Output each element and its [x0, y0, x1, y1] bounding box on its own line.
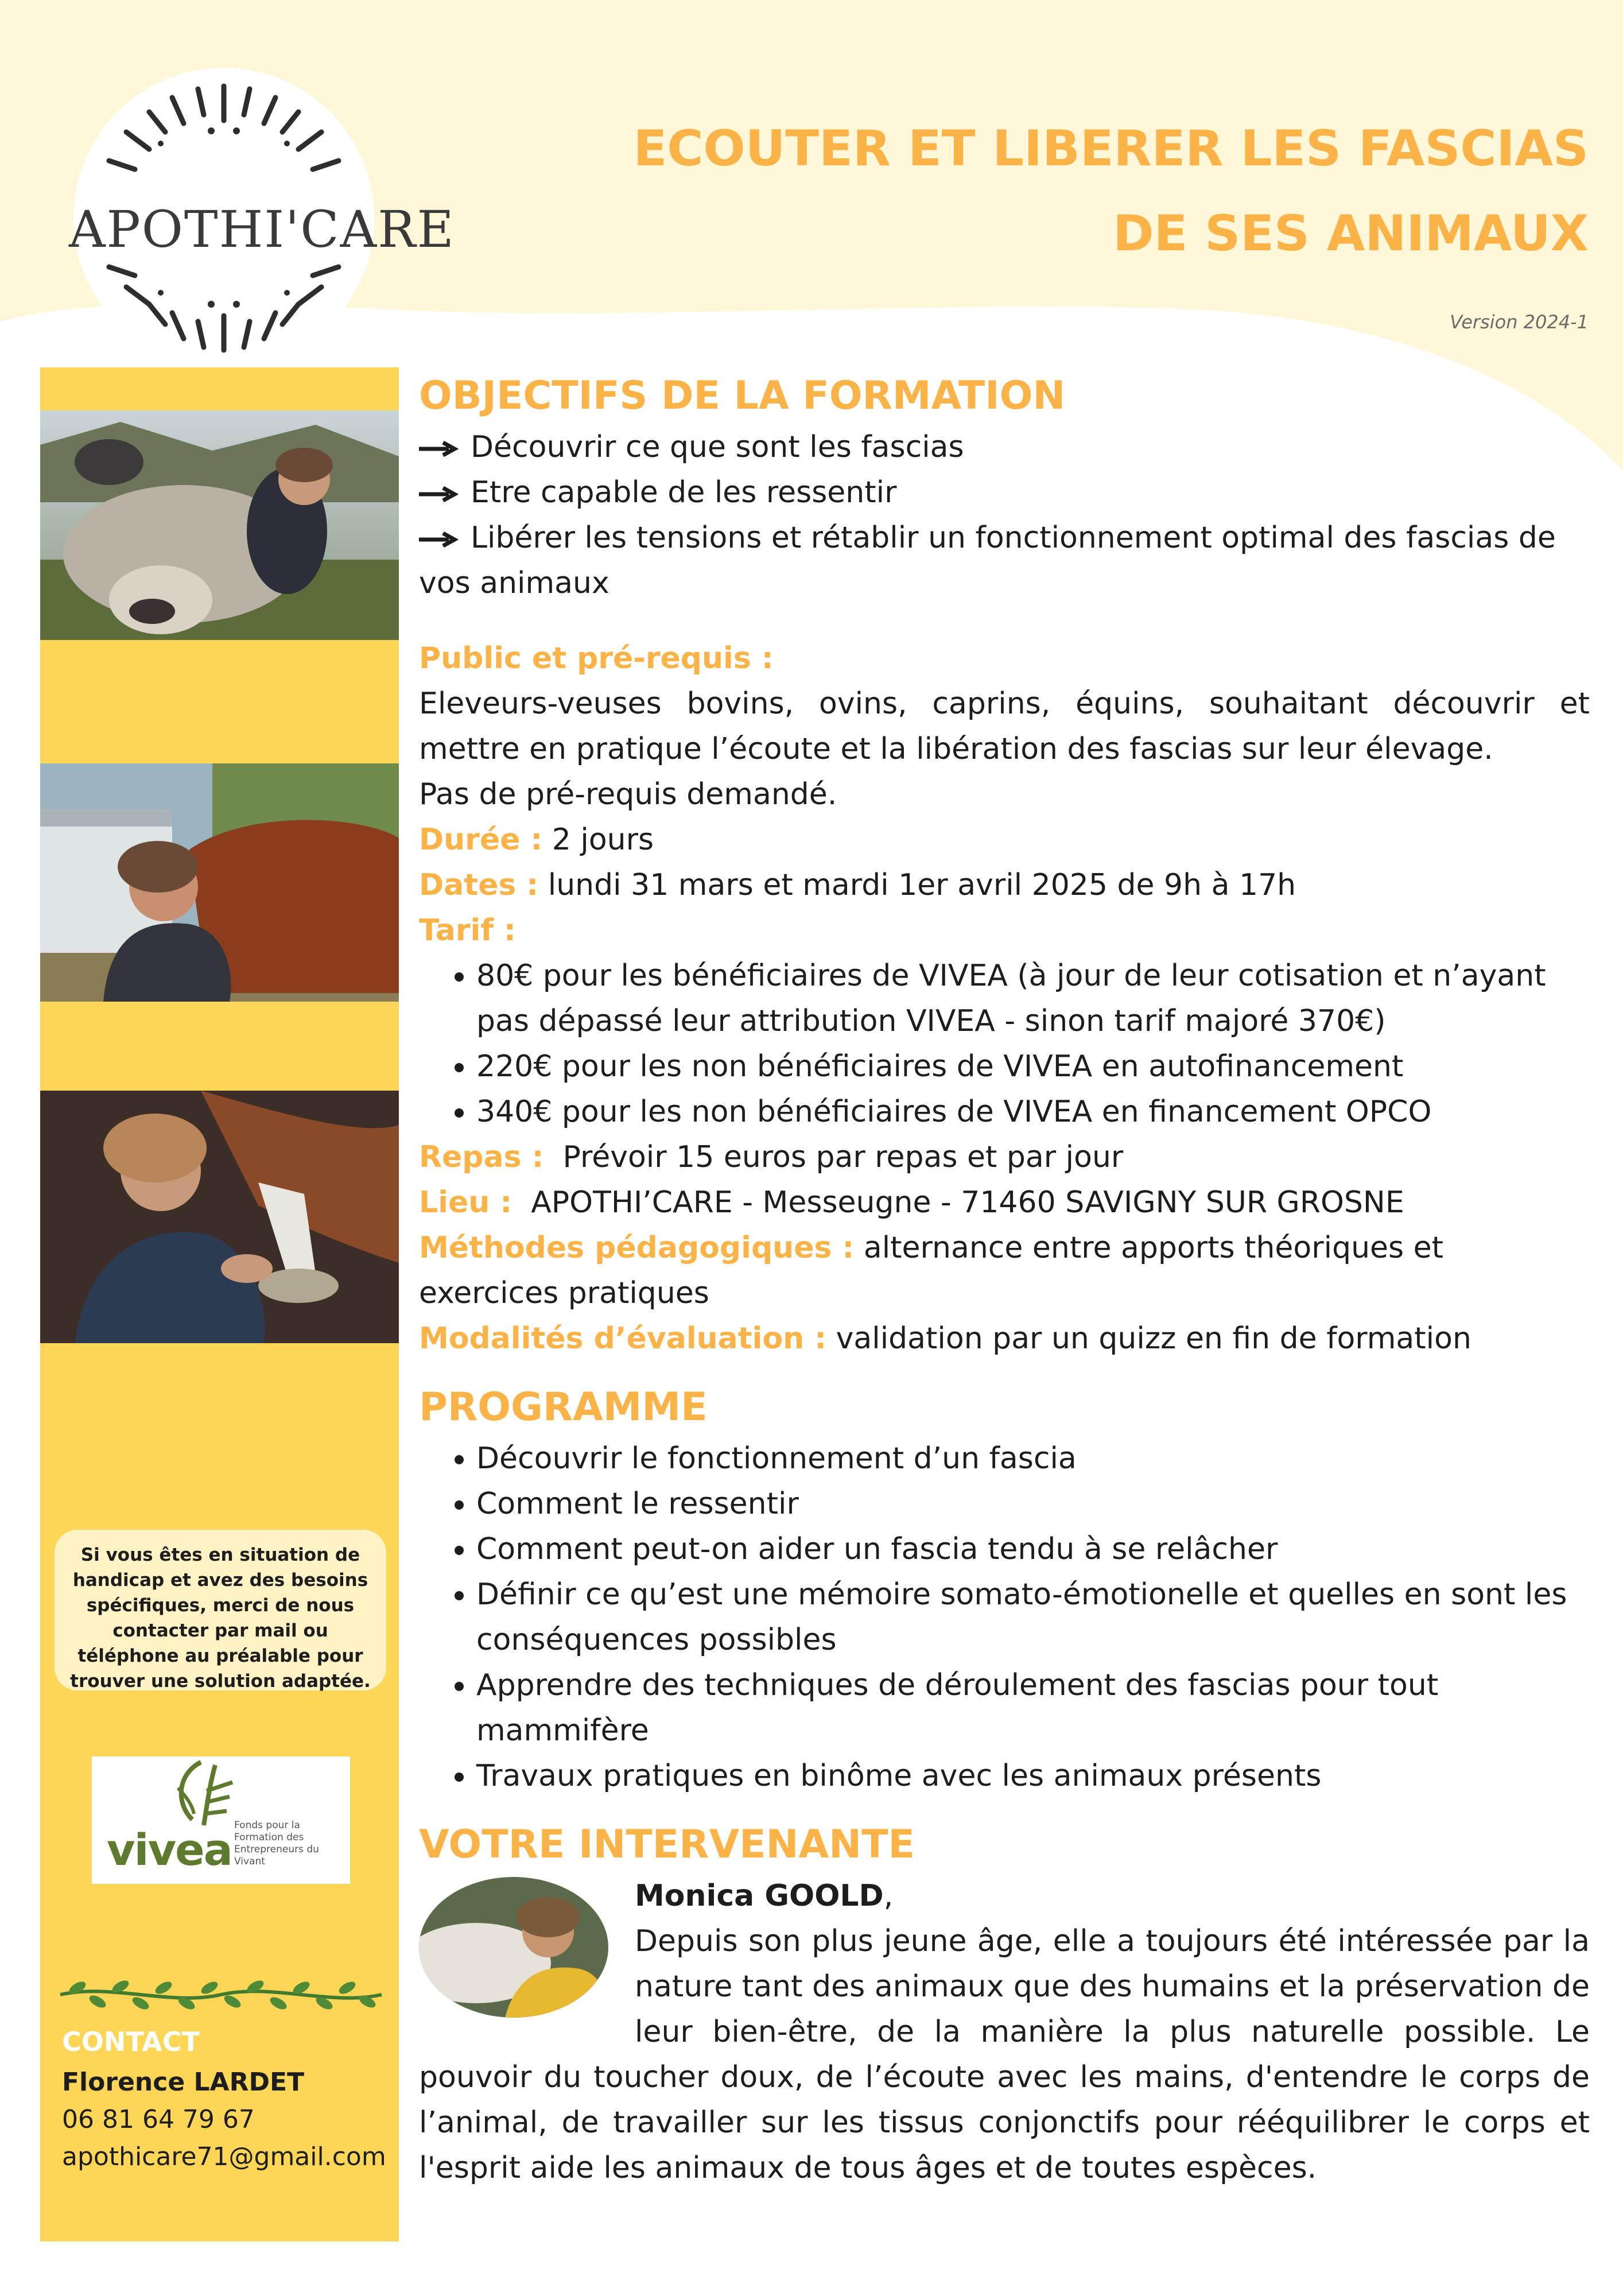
programme-list — [419, 1436, 1590, 1799]
vivea-tagline: Fonds pour la Formation des Entrepreneurs du Vivant — [234, 1820, 319, 1867]
tarif-item: • 340€ pour les non bénéficiaires de VIVEA en financement OPCO — [476, 1089, 1590, 1135]
duree-value: 2 jours — [552, 823, 654, 857]
contact-phone[interactable]: 06 81 64 79 67 — [62, 2105, 255, 2134]
contact-heading: CONTACT — [62, 2026, 200, 2057]
intervenante-name: Monica GOOLD — [635, 1879, 884, 1913]
dates-row — [419, 863, 1590, 908]
intervenante-block — [419, 1874, 1590, 2191]
intervenante-text: Monica GOOLD, Depuis son plus jeune âge, elle a toujours été intéressée par la nature tant des animaux que des humains et la préservation de leur bien-être, de la manière la plus naturelle possible. Le pouvoir du toucher doux, de l’écoute avec les mains, d'entendre le corps de l’animal, de travailler sur les tissus conjonctifs pour rééquilibrer le corps et l'esprit aide les animaux de tous âges et de toutes espèces. — [419, 1879, 1590, 2185]
objectives-heading: OBJECTIFS DE LA FORMATION — [419, 373, 1066, 418]
objective-item — [419, 425, 1590, 470]
objective-item — [419, 515, 1590, 606]
logo-text: APOTHI'CARE — [69, 200, 455, 259]
dates-label: Dates : — [419, 868, 539, 902]
arrow-right-icon — [419, 425, 471, 470]
version-label: Version 2024-1 — [1450, 311, 1589, 333]
arrow-right-icon — [419, 515, 471, 561]
objective-item — [419, 470, 1590, 515]
page-title — [498, 106, 1589, 276]
programme-item: • Apprendre des techniques de déroulement des fascias pour tout mammifère — [476, 1663, 1590, 1754]
title-line-2: DE SES ANIMAUX — [1113, 205, 1589, 262]
arrow-right-icon — [419, 470, 471, 515]
cow-photo — [40, 410, 399, 640]
programme-item: • Définir ce qu’est une mémoire somato-émotionelle et quelles en sont les conséquences possibles — [476, 1572, 1590, 1663]
contact-block — [62, 2026, 386, 2179]
objective-text: Découvrir ce que sont les fascias — [471, 430, 964, 464]
intervenante-bio: Depuis son plus jeune âge, elle a toujours été intéressée par la nature tant des animaux que des humains et la préservation de leur bien-être, de la manière la plus naturelle possible. Le pouvoir du toucher doux, de l’écoute avec les mains, d'entendre le corps de l’animal, de travailler sur les tissus conjonctifs pour rééquilibrer le corps et l'esprit aide les animaux de tous âges et de toutes espèces. — [419, 1924, 1590, 2185]
title-line-1: ECOUTER ET LIBERER LES FASCIAS — [633, 120, 1589, 177]
objectives-list — [419, 425, 1590, 606]
modalites-value: validation par un quizz en fin de formation — [836, 1321, 1471, 1356]
tarif-list — [419, 953, 1590, 1135]
dates-value: lundi 31 mars et mardi 1er avril 2025 de 9h à 17h — [548, 868, 1296, 902]
intervenante-heading: VOTRE INTERVENANTE — [419, 1822, 915, 1867]
vine-divider-icon — [55, 1972, 387, 2018]
duree-label: Durée : — [419, 823, 543, 857]
contact-name: Florence LARDET — [62, 2068, 305, 2097]
programme-item: • Comment peut-on aider un fascia tendu à se relâcher — [476, 1527, 1590, 1572]
tarif-item: • 220€ pour les non bénéficiaires de VIVEA en autofinancement — [476, 1044, 1590, 1089]
public-label: Public et pré-requis : — [419, 641, 774, 676]
repas-label: Repas : — [419, 1140, 544, 1174]
vivea-word: vivea — [107, 1824, 232, 1875]
avatar — [419, 1877, 608, 2018]
repas-row — [419, 1135, 1590, 1180]
tarif-item: • 80€ pour les bénéficiaires de VIVEA (à jour de leur cotisation et n’ayant pas dépassé leur attribution VIVEA - sinon tarif majoré 370€) — [476, 953, 1590, 1044]
lieu-row — [419, 1180, 1590, 1225]
prereq-text: Pas de pré-requis demandé. — [419, 777, 837, 812]
vivea-logo — [92, 1756, 350, 1884]
modalites-row — [419, 1316, 1590, 1362]
methodes-label: Méthodes pédagogiques : — [419, 1231, 855, 1265]
programme-heading: PROGRAMME — [419, 1384, 708, 1430]
duree-row — [419, 817, 1590, 863]
tarif-label: Tarif : — [419, 913, 516, 948]
objective-text: Etre capable de les ressentir — [471, 475, 897, 510]
handicap-note: Si vous êtes en situation de handicap et avez des besoins spécifiques, merci de nous contacter par mail ou téléphone au préalable pour trouver une solution adaptée. — [55, 1530, 386, 1690]
objective-text: Libérer les tensions et rétablir un fonctionnement optimal des fascias de vos animaux — [419, 521, 1556, 600]
apothicare-logo — [69, 63, 455, 373]
programme-item: • Travaux pratiques en binôme avec les animaux présents — [476, 1754, 1590, 1799]
horse-photo — [40, 763, 399, 1002]
modalites-label: Modalités d’évaluation : — [419, 1321, 827, 1356]
lieu-value: APOTHI’CARE - Messeugne - 71460 SAVIGNY SUR GROSNE — [531, 1185, 1404, 1220]
public-text: Eleveurs-veuses bovins, ovins, caprins, équins, souhaitant découvrir et mettre en pratique l’écoute et la libération des fascias sur leur élevage. — [419, 687, 1590, 766]
repas-value: Prévoir 15 euros par repas et par jour — [562, 1140, 1124, 1174]
methodes-value: alternance entre apports théoriques et exercices pratiques — [419, 1231, 1444, 1310]
lieu-label: Lieu : — [419, 1185, 512, 1220]
hoof-photo — [40, 1091, 399, 1343]
programme-item: • Comment le ressentir — [476, 1481, 1590, 1527]
main-content — [419, 367, 1590, 2191]
methodes-row — [419, 1225, 1590, 1316]
programme-item: • Découvrir le fonctionnement d’un fascia — [476, 1436, 1590, 1481]
contact-email[interactable]: apothicare71@gmail.com — [62, 2142, 386, 2171]
